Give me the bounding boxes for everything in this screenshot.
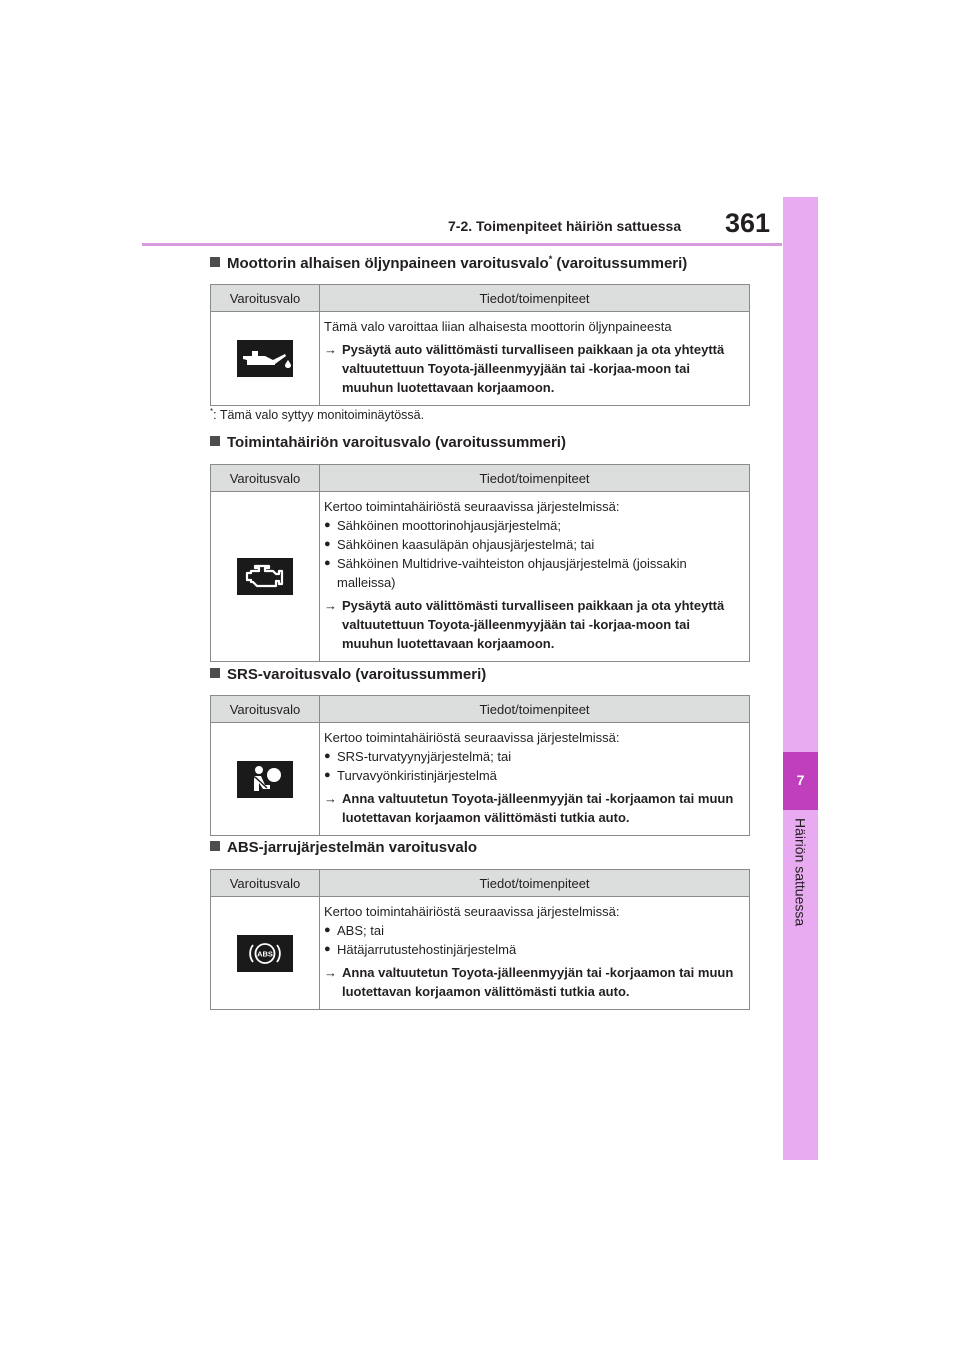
warning-table-malfunction xyxy=(210,464,750,662)
heading-square-icon xyxy=(210,436,220,446)
header-divider xyxy=(142,243,782,246)
srs-airbag-icon xyxy=(237,761,293,798)
section-heading-oil-pressure xyxy=(210,254,687,272)
section-title: 7-2. Toimenpiteet häiriön sattuessa xyxy=(448,218,682,234)
action-text: Pysäytä auto välittömästi turvalliseen paikkaan ja ota yhteyttä valtuutettuun Toyota-jälleenmyyjään tai -korjaa-moon tai muuhun luotettavaan korjaamoon. xyxy=(342,598,725,651)
list-item xyxy=(324,747,741,766)
chapter-number-tab xyxy=(783,752,818,810)
list-item-text: Sähköinen kaasuläpän ohjausjärjestelmä; tai xyxy=(337,537,595,552)
list-item xyxy=(324,940,741,959)
heading-text: Toimintahäiriön varoitusvalo (varoitussummeri) xyxy=(227,434,566,451)
action-text: Anna valtuutetun Toyota-jälleenmyyjän tai -korjaamon tai muun luotettavan korjaamon välittömästi tutkia auto. xyxy=(342,791,734,825)
heading-text: SRS-varoitusvalo (varoitussummeri) xyxy=(227,666,487,683)
arrow-icon: → xyxy=(324,598,337,613)
bullet-icon: ● xyxy=(324,750,331,762)
description-text: Kertoo toimintahäiriöstä seuraavissa järjestelmissä: xyxy=(324,499,620,514)
action-item xyxy=(324,789,741,827)
list-item xyxy=(324,535,741,554)
list-item-text: Sähköinen Multidrive-vaihteiston ohjausjärjestelmä (joissakin malleissa) xyxy=(337,556,687,590)
description-text: Kertoo toimintahäiriöstä seuraavissa järjestelmissä: xyxy=(324,730,620,745)
heading-superscript: * xyxy=(548,254,553,264)
list-item xyxy=(324,516,741,535)
column-header-light: Varoitusvalo xyxy=(211,285,320,312)
bullet-icon: ● xyxy=(324,538,331,550)
abs-icon-text: ABS xyxy=(257,949,273,958)
section-heading-malfunction xyxy=(210,434,566,451)
warning-table-srs xyxy=(210,695,750,836)
info-cell xyxy=(320,492,750,662)
column-header-light: Varoitusvalo xyxy=(211,870,320,897)
action-text: Pysäytä auto välittömästi turvalliseen paikkaan ja ota yhteyttä valtuutettuun Toyota-jälleenmyyjään tai -korjaa-moon tai muuhun luotettavaan korjaamoon. xyxy=(342,342,725,395)
column-header-info: Tiedot/toimenpiteet xyxy=(320,696,750,723)
oil-pressure-icon xyxy=(237,340,293,377)
column-header-light: Varoitusvalo xyxy=(211,465,320,492)
heading-square-icon xyxy=(210,668,220,678)
section-heading-abs xyxy=(210,839,477,856)
abs-icon xyxy=(237,935,293,972)
column-header-info: Tiedot/toimenpiteet xyxy=(320,285,750,312)
icon-cell xyxy=(211,897,320,1010)
list-item-text: Hätäjarrutustehostinjärjestelmä xyxy=(337,942,517,957)
icon-cell xyxy=(211,312,320,406)
bullet-icon: ● xyxy=(324,557,331,569)
heading-text: ABS-jarrujärjestelmän varoitusvalo xyxy=(227,839,478,856)
description-text: Kertoo toimintahäiriöstä seuraavissa järjestelmissä: xyxy=(324,904,620,919)
arrow-icon: → xyxy=(324,965,337,980)
icon-cell xyxy=(211,492,320,662)
heading-suffix: (varoitussummeri) xyxy=(552,255,688,272)
action-item xyxy=(324,963,741,1001)
chapter-side-tab xyxy=(783,197,818,1160)
info-cell xyxy=(320,723,750,836)
bullet-icon: ● xyxy=(324,924,331,936)
list-item-text: Sähköinen moottorinohjausjärjestelmä; xyxy=(337,518,562,533)
column-header-light: Varoitusvalo xyxy=(211,696,320,723)
list-item-text: SRS-turvatyynyjärjestelmä; tai xyxy=(337,749,512,764)
list-item xyxy=(324,554,741,592)
bullet-icon: ● xyxy=(324,769,331,781)
arrow-icon: → xyxy=(324,791,337,806)
list-item-text: ABS; tai xyxy=(337,923,384,938)
bullet-icon: ● xyxy=(324,943,331,955)
footnote-marker: * xyxy=(210,407,214,416)
heading-square-icon xyxy=(210,257,220,267)
column-header-info: Tiedot/toimenpiteet xyxy=(320,870,750,897)
warning-table-oil-pressure xyxy=(210,284,750,406)
bullet-icon: ● xyxy=(324,519,331,531)
action-text: Anna valtuutetun Toyota-jälleenmyyjän tai -korjaamon tai muun luotettavan korjaamon välittömästi tutkia auto. xyxy=(342,965,734,999)
info-cell xyxy=(320,897,750,1010)
info-cell xyxy=(320,312,750,406)
list-item xyxy=(324,766,741,785)
heading-square-icon xyxy=(210,841,220,851)
section-heading-srs xyxy=(210,666,486,683)
page-number: 361 xyxy=(725,208,771,238)
icon-cell xyxy=(211,723,320,836)
warning-table-abs xyxy=(210,869,750,1010)
check-engine-icon xyxy=(237,558,293,595)
heading-text: Moottorin alhaisen öljynpaineen varoitusvalo xyxy=(227,255,549,272)
column-header-info: Tiedot/toimenpiteet xyxy=(320,465,750,492)
list-item xyxy=(324,921,741,940)
action-item xyxy=(324,596,741,653)
arrow-icon: → xyxy=(324,342,337,357)
action-item xyxy=(324,340,741,397)
chapter-number: 7 xyxy=(796,772,805,788)
list-item-text: Turvavyönkiristinjärjestelmä xyxy=(337,768,497,783)
footnote xyxy=(210,407,424,422)
chapter-label: Häiriön sattuessa xyxy=(792,818,809,927)
description-text: Tämä valo varoittaa liian alhaisesta moottorin öljynpaineesta xyxy=(324,319,672,334)
footnote-text: : Tämä valo syttyy monitoiminäytössä. xyxy=(213,408,425,423)
